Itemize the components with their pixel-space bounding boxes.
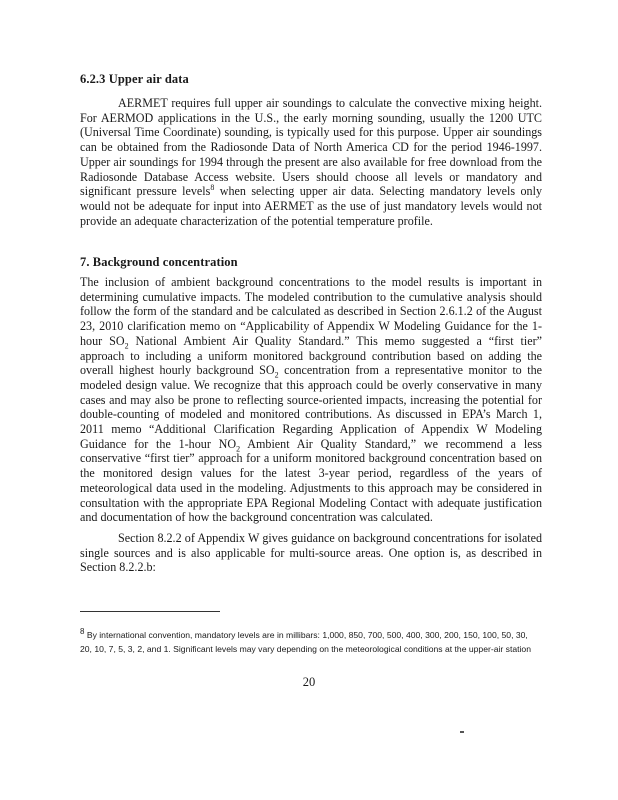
paragraph-background-1-part-c: concentration from a representative monitor to the modeled design value. We recognize that this approach could be overly conservative in many cases and may also be prone to reflecting source-oriented impacts, increasing the potential for double-counting of modeled and monitored contributions. As discussed in EPA’s March 1, 2011 memo “Additional Clarification Regarding Application of Appendix W Modeling Guidance for the 1-hour NO <box>80 363 542 451</box>
paragraph-background-1-part-a: The inclusion of ambient background concentrations to the model results is important in determining cumulative impacts. The modeled contribution to the cumulative analysis should follow the form of the standard and be calculated as described in Section 2.6.1.2 of the August 23, 2010 clarification memo on “Applicability of Appendix W Modeling Guidance for the 1-hour SO <box>80 275 542 348</box>
section-heading-upper-air: 6.2.3 Upper air data <box>80 72 189 86</box>
paragraph-background-2: Section 8.2.2 of Appendix W gives guidance on background concentrations for isolated single sources and is also applicable for multi-source areas. One option is, as described in Section 8.2.2.b: <box>80 531 542 575</box>
subscript-2: 2 <box>236 444 241 454</box>
paragraph-background-1 <box>80 275 542 525</box>
scan-mark <box>460 731 464 733</box>
footnote <box>80 628 542 656</box>
subscript-2: 2 <box>274 370 279 380</box>
paragraph-upper-air <box>80 96 542 228</box>
paragraph-upper-air-text-end: when selecting upper air data. Selecting mandatory levels only would not be adequate for input into AERMET as the use of just mandatory levels would not provide an adequate characterization of the potential temperature profile. <box>80 184 542 228</box>
footnote-number: 8 <box>80 627 85 637</box>
footnote-separator <box>80 611 220 612</box>
footnote-reference: 8 <box>210 183 215 193</box>
subscript-2: 2 <box>124 341 129 351</box>
footnote-text: By international convention, mandatory levels are in millibars: 1,000, 850, 700, 500, 400, 300, 200, 150, 100, 50, 30, 20, 10, 7, 5, 3, 2, and 1. Significant levels may vary depending on the meteorological conditions at the upper-air station <box>80 630 531 654</box>
page-number: 20 <box>302 675 316 689</box>
paragraph-background-1-part-d: Ambient Air Quality Standard,” we recommend a less conservative “first tier” approach for a uniform monitored background concentration based on the monitored design values for the latest 3-year period, regardless of the years of meteorological data used in the modeling. Adjustments to this approach may be considered in consultation with the appropriate EPA Regional Modeling Contact with adequate justification and documentation of how the background concentration was calculated. <box>80 436 542 525</box>
section-heading-background: 7. Background concentration <box>80 255 238 269</box>
paragraph-background-1-part-b: National Ambient Air Quality Standard.” This memo suggested a “first tier” approach to including a uniform monitored background contribution based on adding the overall highest hourly background SO <box>80 333 543 378</box>
paragraph-upper-air-text: AERMET requires full upper air soundings to calculate the convective mixing height. For AERMOD applications in the U.S., the early morning sounding, usually the 1200 UTC (Universal Time Coordinate) sounding, is typically used for this purpose. Upper air soundings can be obtained from the Radiosonde Data of North America CD for the period 1946-1997. Upper air soundings for 1994 through the present are also available for free download from the Radiosonde Database Access website. Users should choose all levels or mandatory and significant pressure levels <box>80 96 542 199</box>
